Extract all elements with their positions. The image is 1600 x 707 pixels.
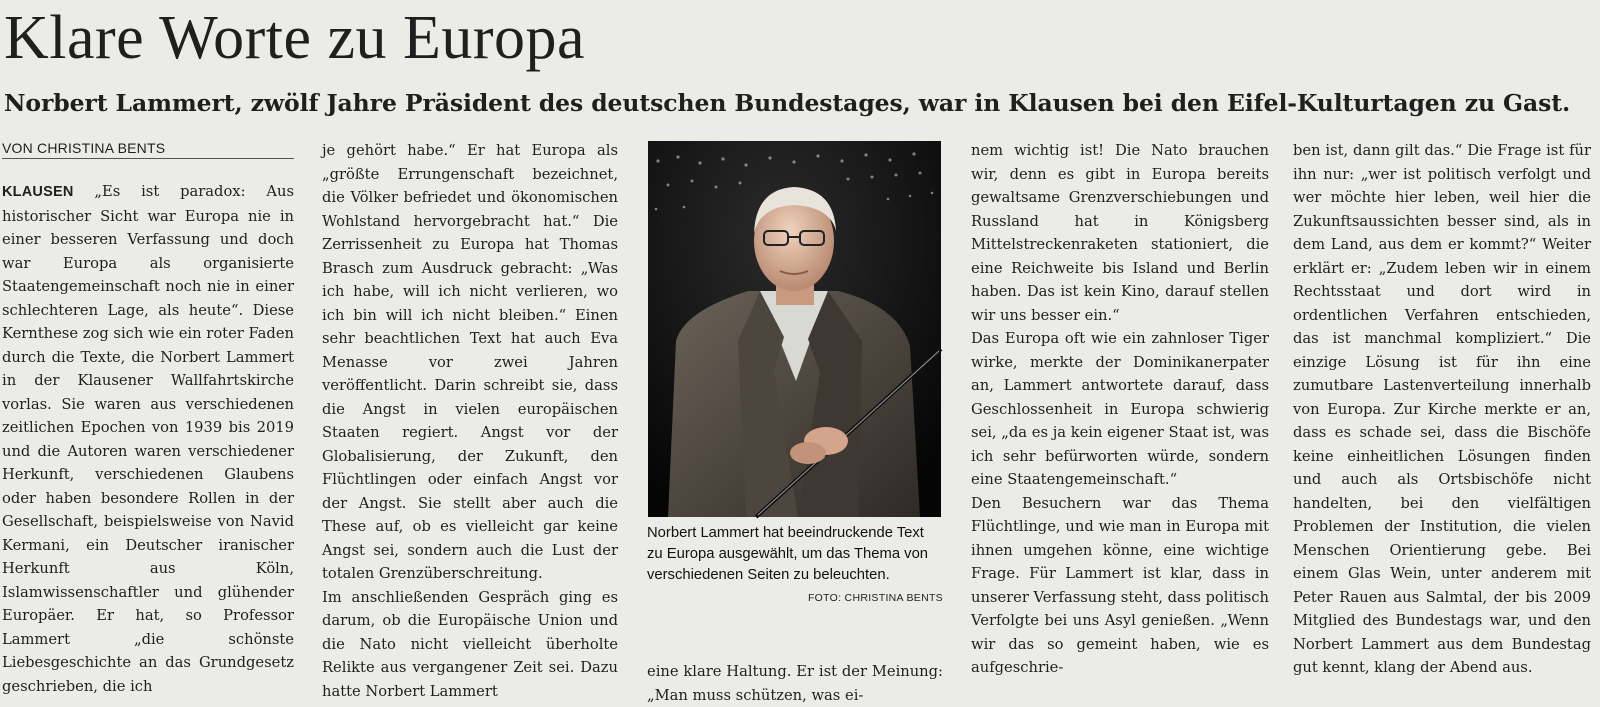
- article-column-1: [2, 180, 295, 695]
- article-column-2: [322, 139, 618, 700]
- speaker-photo-illustration: [648, 141, 941, 517]
- paragraph: Im anschließenden Gespräch ging es darum, ob die Europäische Union und die Nato nicht vielleicht überholte Relikte aus vergangener Zeit sei. Dazu hatte Norbert Lammert: [322, 588, 618, 700]
- paragraph: Das Europa oft wie ein zahnloser Tiger wirke, merkte der Dominikanerpater an, Lammert antwortete darauf, dass Geschlossenheit in Europa schwierig sei, „da es ja kein eigener Staat ist, was ich sehr befürworten würde, sondern eine Staatengemeinschaft.“: [971, 330, 1269, 488]
- photo-caption: [647, 523, 943, 609]
- dateline: KLAUSEN: [2, 184, 74, 200]
- paragraph: eine klare Haltung. Er ist der Meinung: „Man muss schützen, was ei-: [647, 663, 943, 704]
- caption-text: Norbert Lammert hat beeindruckende Text zu Europa ausgewählt, um das Thema von verschiedenen Seiten zu beleuchten.: [647, 525, 929, 583]
- paragraph: nem wichtig ist! Die Nato brauchen wir, denn es gibt in Europa bereits gewaltsame Grenzverschiebungen und Russland hat in Königsberg Mittelstreckenraketen stationiert, die eine Reichweite bis Island und Berlin haben. Das ist kein Kino, darauf stellen wir uns besser ein.“: [971, 142, 1269, 324]
- column-1-text: „Es ist paradox: Aus historischer Sicht war Europa nie in einer besseren Verfassung und doch war Europa als organisierte Staatengemeinschaft noch nie in einer schlechteren Lage, als heute“. Diese Kernthese zog sich wie ein roter Faden durch die Texte, die Norbert Lammert in der Klausener Wallfahrtskirche vorlas. Sie waren aus verschiedenen zeitlichen Epochen von 1939 bis 2019 und die Autoren waren verschiedener Herkunft, verschiedenen Glaubens oder haben besondere Rollen in der Gesellschaft, beispielsweise von Navid Kermani, ein Deutscher iranischer Herkunft aus Köln, Islamwissenschaftler und glühender Europäer. Er hat, so Professor Lammert „die schönste Liebesgeschichte an das Grundgesetz geschrieben, die ich: [2, 183, 295, 695]
- article-column-3: [647, 660, 943, 704]
- paragraph: je gehört habe.“ Er hat Europa als „größte Errungenschaft bezeichnet, die Völker befriedet und ökonomischen Wohlstand hervorgebracht hat.“ Die Zerrissenheit zu Europa hat Thomas Brasch zum Ausdruck gebracht: „Was ich habe, will ich nicht verlieren, wo ich bin will ich nicht bleiben.“ Einen sehr beachtlichen Text hat auch Eva Menasse vor zwei Jahren veröffentlicht. Darin schreibt sie, dass die Angst in vielen europäischen Staaten regiert. Angst vor der Globalisierung, der Zukunft, den Flüchtlingen oder einfach Angst vor der Angst. Sie stellt aber auch die These auf, ob es vielleicht gar keine Angst sei, sondern auch die Lust der totalen Grenzüberschreitung.: [322, 142, 618, 582]
- subheadline: Norbert Lammert, zwölf Jahre Präsident des deutschen Bundestages, war in Klausen bei den Eifel-Kulturtagen zu Gast.: [4, 89, 1571, 117]
- article-column-4: [971, 139, 1269, 689]
- paragraph: ben ist, dann gilt das.“ Die Frage ist für ihn nur: „wer ist politisch verfolgt und wer möchte hier leben, weil hier die Zukunftsaussichten besser sind, als in dem Land, aus dem er kommt?“ Weiter erklärt er: „Zudem leben wir in einem Rechtsstaat und dort wird in ordentlichen Verfahren entschieden, das ist manchmal kompliziert.“ Die einzige Lösung ist für ihn eine zumutbare Lastenverteilung innerhalb von Europa. Zur Kirche merkte er an, dass es schade sei, dass die Bischöfe keine einheitlichen Lösungen finden und auch als Ortsbischöfe nicht handelten, bei den vielfältigen Problemen der Institution, die vielen Menschen Orientierung gebe. Bei einem Glas Wein, unter anderem mit Peter Rauen aus Salmtal, der bis 2009 Mitglied des Bundestags war, und den Norbert Lammert aus dem Bundestag gut kennt, klang der Abend aus.: [1293, 142, 1591, 676]
- headline: Klare Worte zu Europa: [4, 4, 586, 72]
- photo-credit: FOTO: CHRISTINA BENTS: [807, 592, 943, 604]
- article-column-5: [1293, 139, 1591, 689]
- byline: VON CHRISTINA BENTS: [2, 140, 294, 159]
- paragraph: Den Besuchern war das Thema Flüchtlinge, und wie man in Europa mit ihnen umgehen könne, eine wichtige Frage. Für Lammert ist klar, dass in unserer Verfassung steht, dass politisch Verfolgte bei uns Asyl genießen. „Wenn wir das so gemeint haben, wie es aufgeschrie-: [971, 494, 1269, 676]
- photo-norbert-lammert: [648, 141, 941, 517]
